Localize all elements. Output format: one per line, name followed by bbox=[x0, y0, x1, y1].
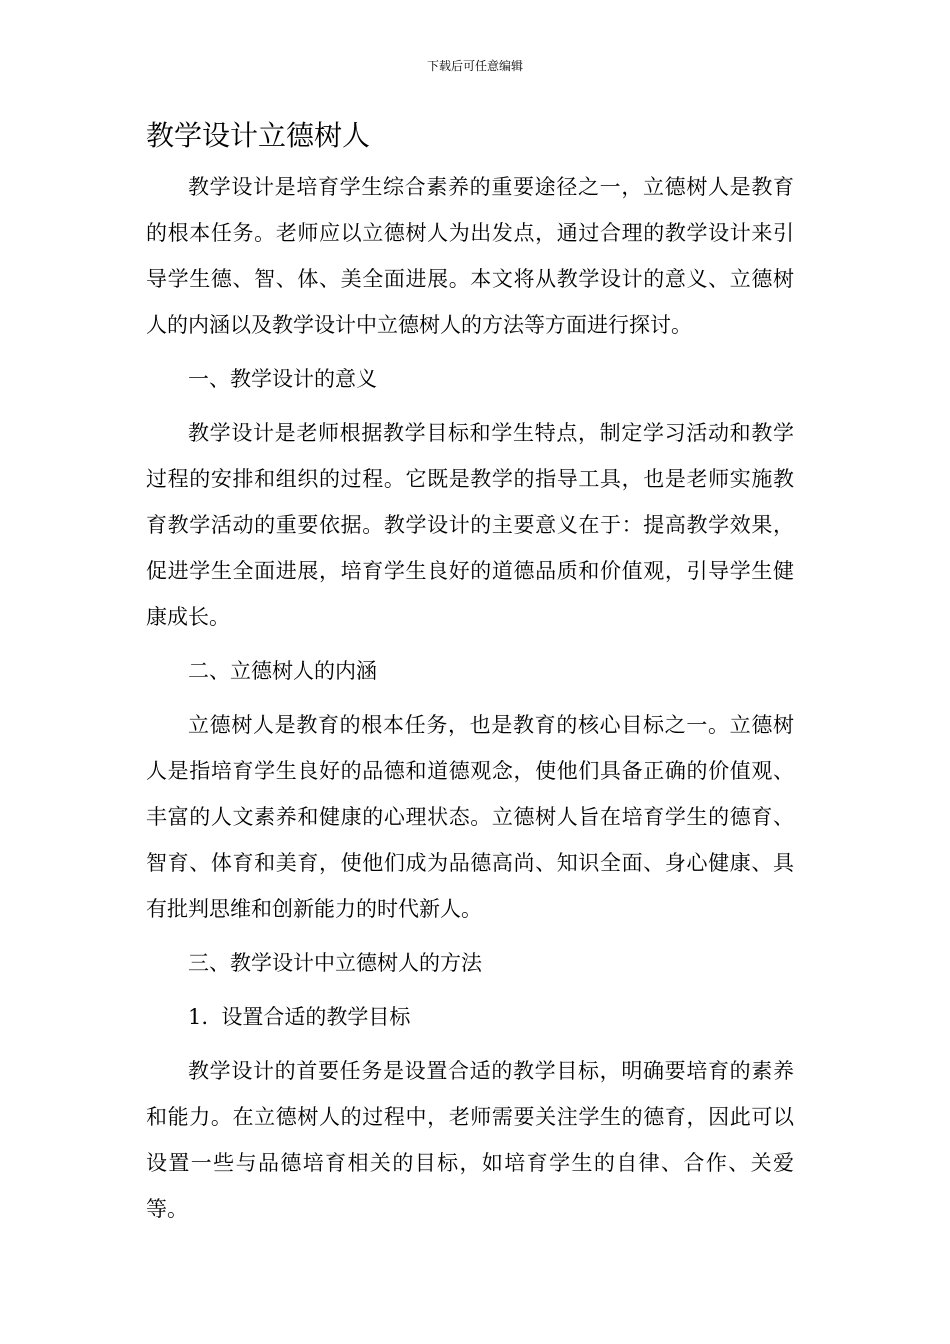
subsection-heading-1: 1. 设置合适的教学目标 bbox=[188, 1005, 411, 1029]
section-heading-2: 二、立德树人的内涵 bbox=[188, 659, 377, 683]
header-note: 下载后可任意编辑 bbox=[426, 59, 523, 73]
document-title: 教学设计立德树人 bbox=[146, 119, 371, 152]
document-body bbox=[146, 114, 794, 1240]
section-1-paragraph: 教学设计是老师根据教学目标和学生特点，制定学习活动和教学过程的安排和组织的过程。它既是教学的指导工具，也是老师实施教育教学活动的重要依据。教学设计的主要意义在于：提高教学效果，促进学生全面进展，培育学生良好的道德品质和价值观，引导学生健康成长。 bbox=[146, 421, 794, 629]
subsection-1-paragraph: 教学设计的首要任务是设置合适的教学目标，明确要培育的素养和能力。在立德树人的过程中，老师需要关注学生的德育，因此可以设置一些与品德培育相关的目标，如培育学生的自律、合作、关爱等。 bbox=[146, 1059, 794, 1221]
section-2-paragraph: 立德树人是教育的根本任务，也是教育的核心目标之一。立德树人是指培育学生良好的品德和道德观念，使他们具备正确的价值观、丰富的人文素养和健康的心理状态。立德树人旨在培育学生的德育、智育、体育和美育，使他们成为品德高尚、知识全面、身心健康、具有批判思维和创新能力的时代新人。 bbox=[146, 713, 794, 921]
section-heading-3: 三、教学设计中立德树人的方法 bbox=[188, 951, 482, 975]
intro-paragraph: 教学设计是培育学生综合素养的重要途径之一，立德树人是教育的根本任务。老师应以立德树人为出发点，通过合理的教学设计来引导学生德、智、体、美全面进展。本文将从教学设计的意义、立德树人的内涵以及教学设计中立德树人的方法等方面进行探讨。 bbox=[146, 175, 794, 337]
section-heading-1: 一、教学设计的意义 bbox=[188, 367, 377, 391]
